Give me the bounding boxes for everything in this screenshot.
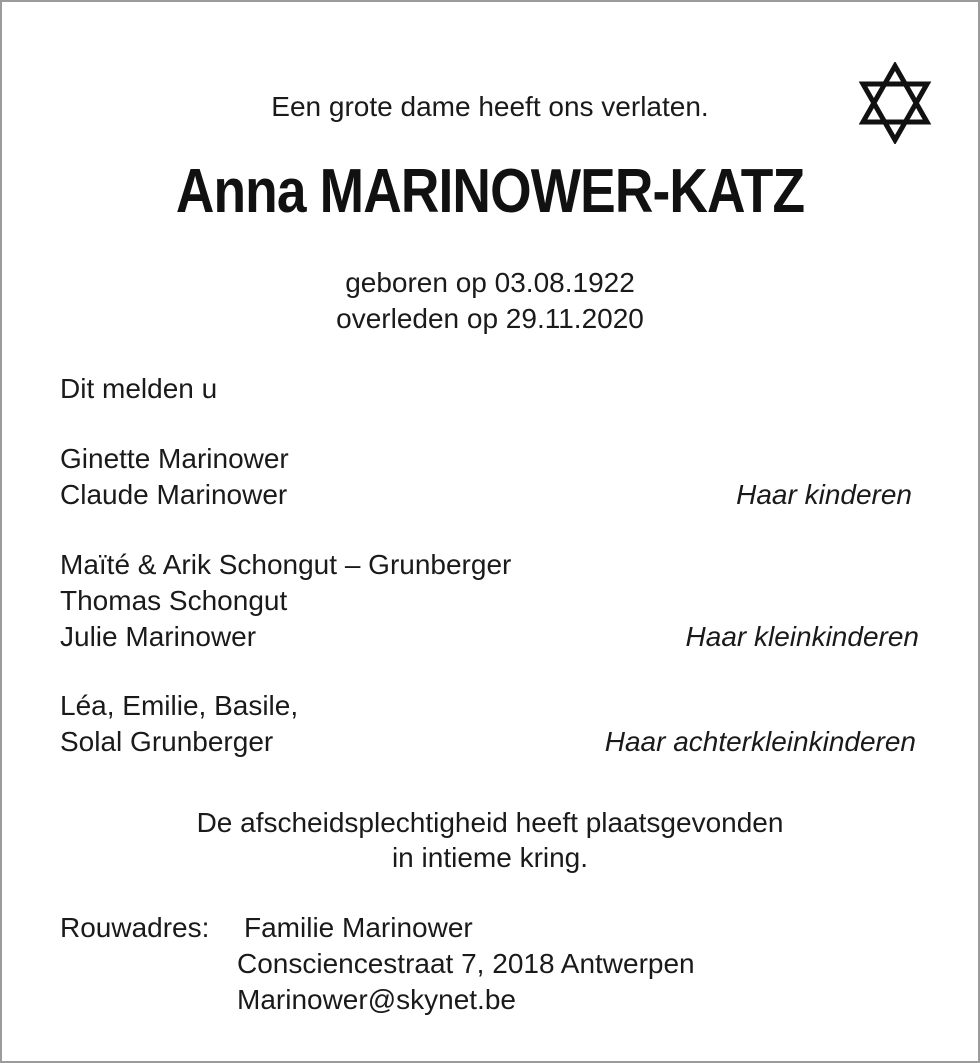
address-street: Consciencestraat 7, 2018 Antwerpen [237, 948, 695, 979]
death-date: overleden op 29.11.2020 [336, 303, 644, 334]
grandchild-name: Maïté & Arik Schongut – Grunberger [60, 549, 512, 580]
birth-date: geboren op 03.08.1922 [345, 267, 635, 298]
grandchild-name: Julie Marinower [60, 621, 257, 652]
great-grandchildren-relation: Haar achterkleinkinderen [604, 726, 916, 757]
deceased-name: Anna MARINOWER-KATZ [175, 157, 805, 226]
great-grandchild-name: Léa, Emilie, Basile, [60, 690, 299, 721]
ceremony-line-2: in intieme kring. [391, 842, 589, 873]
grandchildren-relation: Haar kleinkinderen [685, 621, 919, 652]
address-email[interactable]: Marinower@skynet.be [237, 984, 516, 1015]
child-name: Ginette Marinower [60, 443, 289, 474]
child-name: Claude Marinower [60, 479, 288, 510]
intro-text: Een grote dame heeft ons verlaten. [271, 91, 709, 122]
address-family: Familie Marinower [244, 912, 473, 943]
grandchild-name: Thomas Schongut [60, 585, 288, 616]
children-relation: Haar kinderen [736, 479, 912, 510]
ceremony-line-1: De afscheidsplechtigheid heeft plaatsgevonden [196, 807, 784, 838]
address-label: Rouwadres: [60, 912, 210, 943]
great-grandchild-name: Solal Grunberger [60, 726, 274, 757]
announcement-text: Dit melden u [60, 373, 218, 404]
